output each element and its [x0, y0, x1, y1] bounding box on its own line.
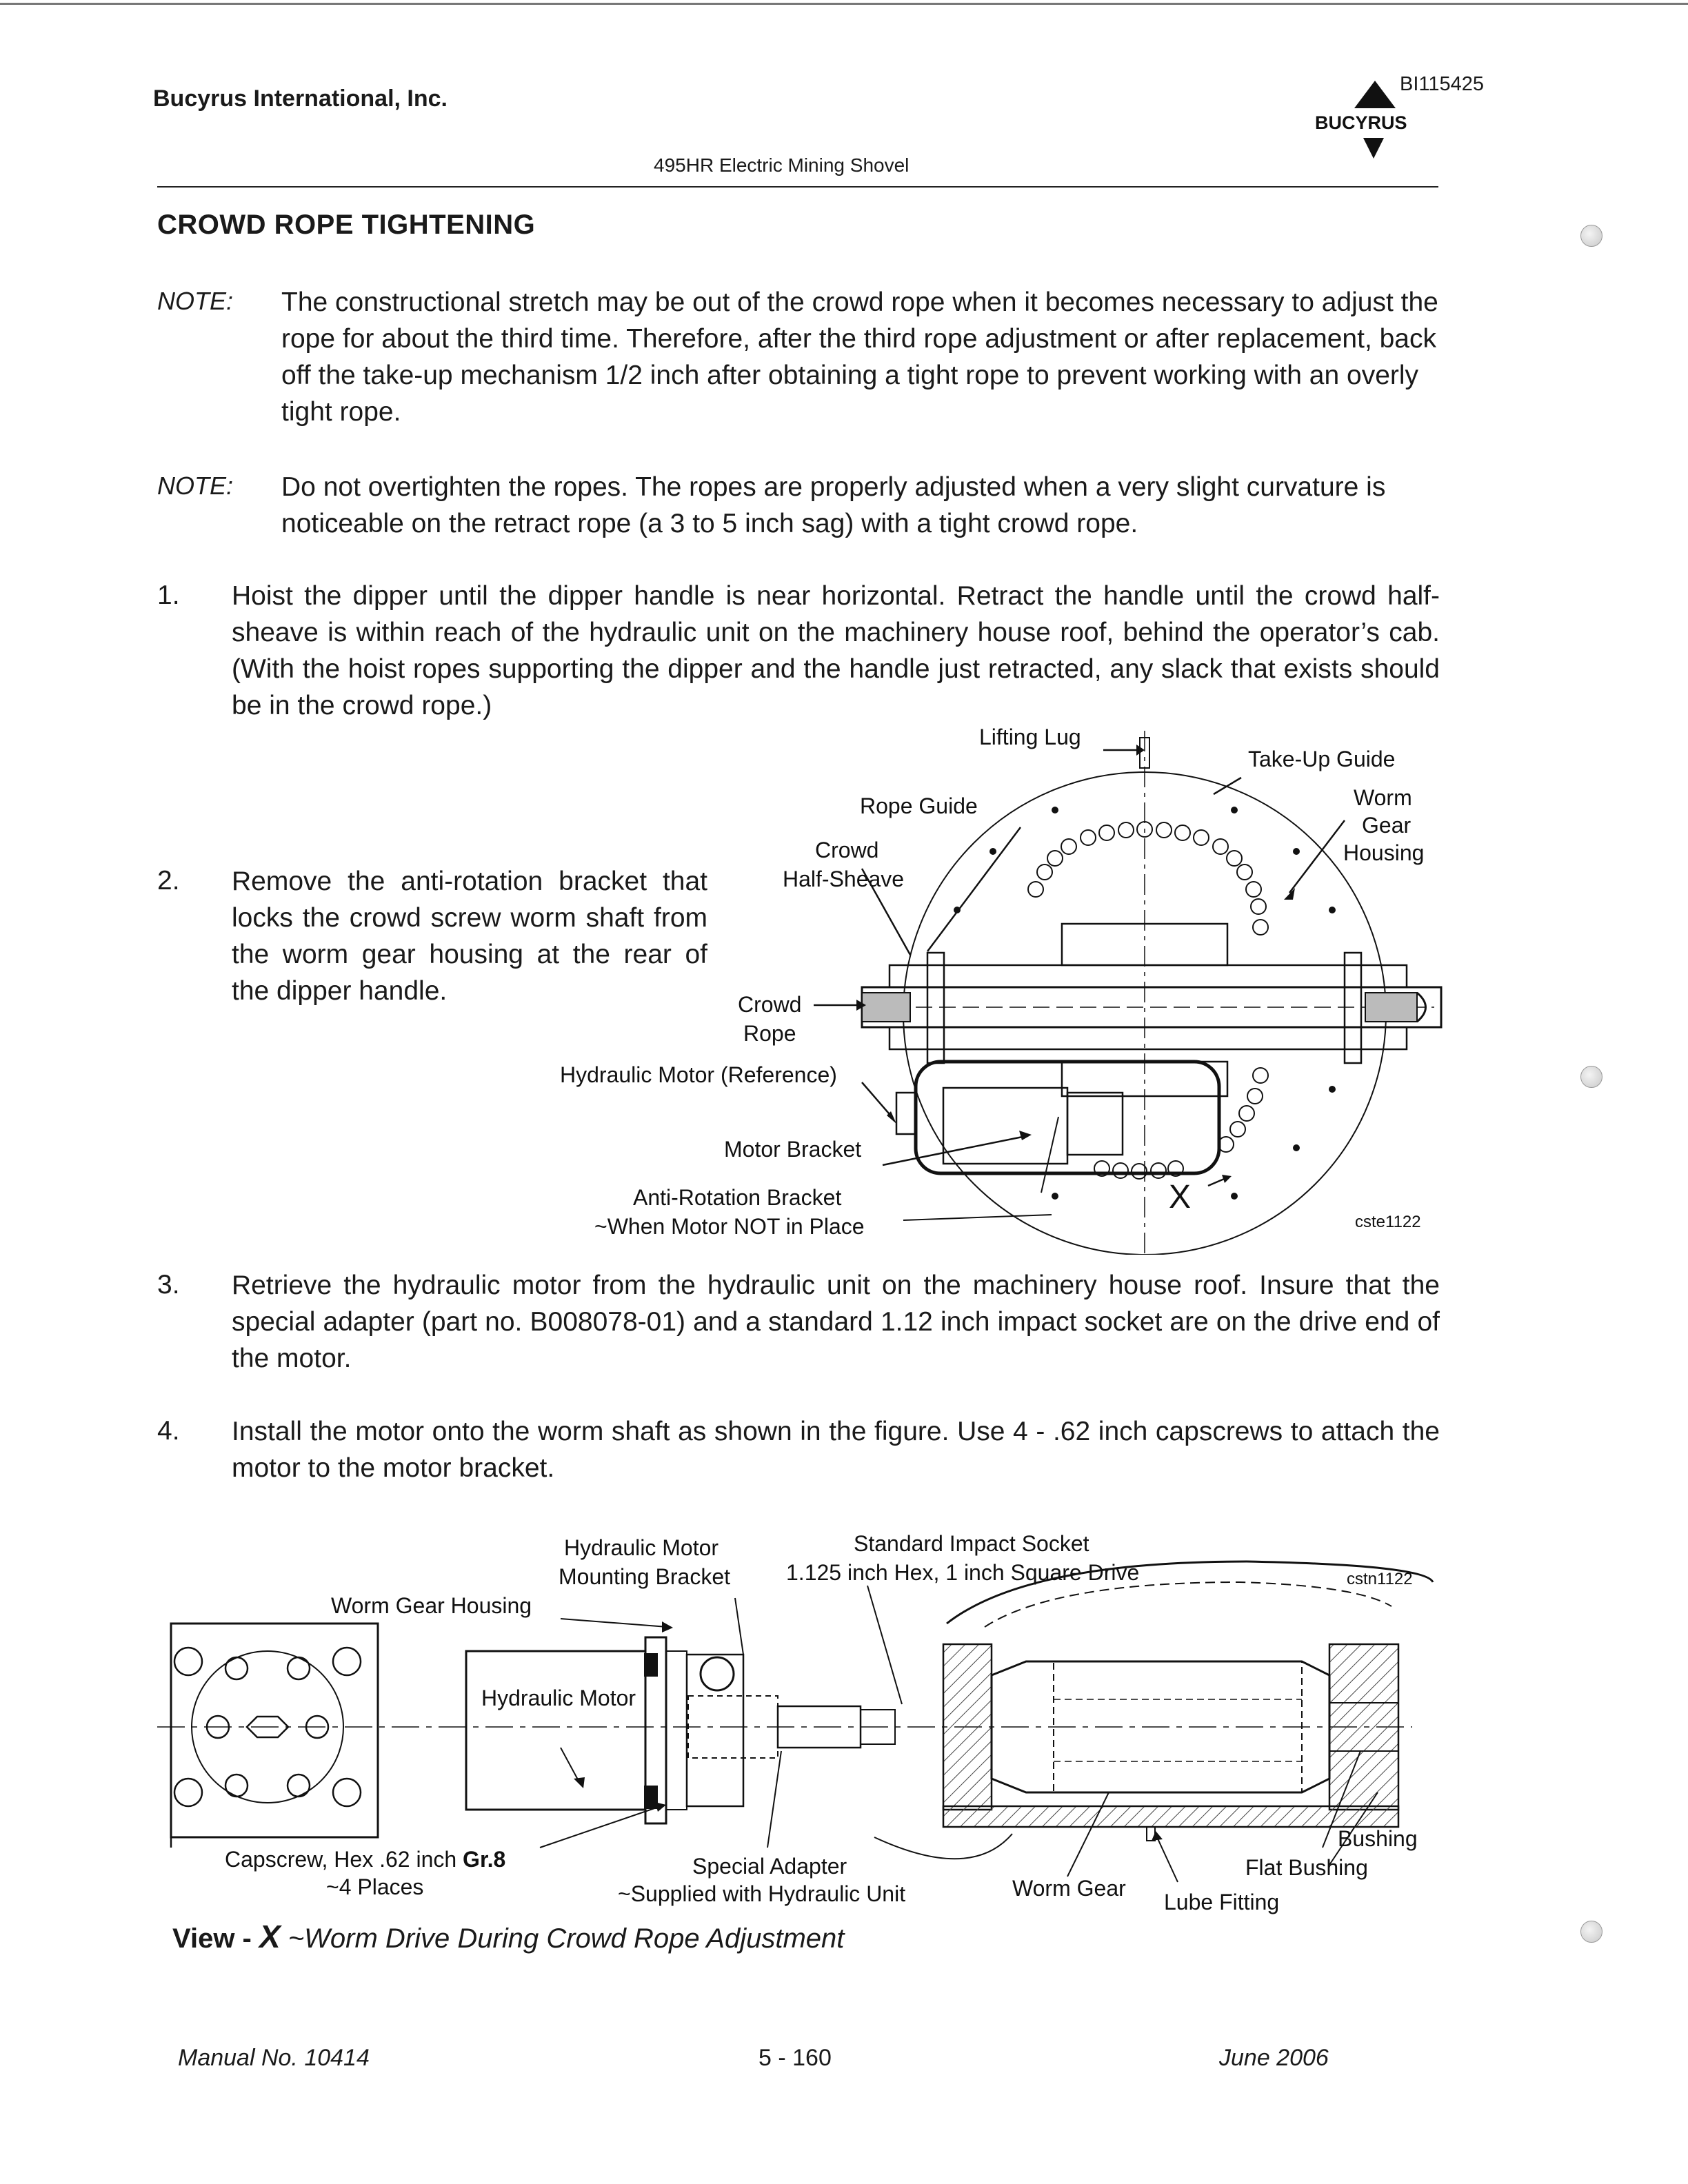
svg-text:Rope: Rope [743, 1021, 796, 1046]
leader-hydraulic-motor [561, 1748, 579, 1782]
svg-text:Flat Bushing: Flat Bushing [1245, 1855, 1368, 1880]
header-rule [157, 186, 1438, 188]
note-label: NOTE: [157, 472, 234, 500]
svg-text:Worm Gear: Worm Gear [1012, 1876, 1126, 1901]
svg-text:X: X [1169, 1179, 1192, 1215]
step-text: Retrieve the hydraulic motor from the hydraulic unit on the machinery house roof. Insure that the special adapter (part no. B008078-01) and a standard 1.12 inch impact socket are on the drive end of the motor. [232, 1271, 1440, 1373]
clamp-left [927, 953, 944, 1063]
bucyrus-logo [1312, 77, 1436, 167]
note-text: Do not overtighten the ropes. The ropes are properly adjusted when a very slight curvature is noticeable on the retract rope (a 3 to 5 inch sag) with a tight crowd rope. [281, 472, 1386, 538]
svg-text:Motor Bracket: Motor Bracket [724, 1137, 862, 1162]
svg-text:cste1122: cste1122 [1355, 1213, 1421, 1231]
leader-worm-gear [1067, 1792, 1109, 1877]
svg-text:Bushing: Bushing [1338, 1826, 1418, 1851]
scan-top-edge [0, 3, 1688, 5]
step-number: 4. [157, 1416, 180, 1446]
caption-view: View - [172, 1923, 252, 1954]
crowd-sheave-diagram [538, 717, 1462, 1255]
leader-take-up-guide [1214, 778, 1241, 794]
svg-text:Lifting Lug: Lifting Lug [979, 725, 1081, 749]
svg-text:Mounting Bracket: Mounting Bracket [559, 1564, 731, 1589]
binder-hole [1580, 1066, 1602, 1088]
hydraulic-motor [466, 1651, 645, 1810]
rope-end-right [1365, 993, 1417, 1022]
svg-text:Gear: Gear [1362, 813, 1411, 838]
svg-text:Capscrew, Hex .62 inch Gr.8: Capscrew, Hex .62 inch Gr.8 [225, 1847, 506, 1872]
svg-text:Housing: Housing [1343, 840, 1425, 865]
svg-text:Worm Gear Housing: Worm Gear Housing [331, 1593, 532, 1618]
svg-text:Rope Guide: Rope Guide [860, 793, 978, 818]
step-number: 3. [157, 1270, 180, 1300]
svg-text:BUCYRUS: BUCYRUS [1315, 112, 1407, 133]
rope-end-left [862, 993, 910, 1022]
step-text: Hoist the dipper until the dipper handle is near horizontal. Retract the handle until the crowd half-sheave is within reach of the hydraulic unit on the machinery house roof, behind the operator’s cab. (With the hoist ropes supporting the dipper and the handle just retracted, any slack that exists should be in the crowd rope.) [232, 581, 1440, 720]
caption-text: ~Worm Drive During Crowd Rope Adjustment [288, 1923, 845, 1954]
frame-lower [890, 1027, 1407, 1049]
leader-worm-gear-housing [561, 1619, 667, 1627]
leader-special-adapter [767, 1751, 781, 1848]
bolt-holes [1028, 822, 1268, 1179]
svg-text:Hydraulic Motor (Reference): Hydraulic Motor (Reference) [560, 1062, 837, 1087]
svg-text:Take-Up Guide: Take-Up Guide [1248, 747, 1396, 771]
svg-text:cstn1122: cstn1122 [1347, 1570, 1413, 1588]
binder-hole [1580, 1921, 1602, 1943]
svg-text:Hydraulic Motor: Hydraulic Motor [481, 1686, 636, 1710]
leader-lube-fitting [1157, 1837, 1178, 1882]
page-number: 5 - 160 [758, 2045, 832, 2071]
hydraulic-motor-ref [943, 1088, 1067, 1164]
leader-rope-guide [927, 827, 1021, 951]
step-text: Install the motor onto the worm shaft as shown in the figure. Use 4 - .62 inch capscrews to attach the motor to the motor bracket. [232, 1417, 1440, 1483]
caption-x: X [259, 1919, 281, 1954]
step-number: 1. [157, 580, 180, 610]
svg-text:~Supplied with Hydraulic Unit: ~Supplied with Hydraulic Unit [618, 1881, 906, 1906]
svg-text:Crowd: Crowd [738, 992, 802, 1017]
leader-mounting-bracket [735, 1598, 743, 1655]
section-title: CROWD ROPE TIGHTENING [157, 210, 536, 240]
document-subtitle: 495HR Electric Mining Shovel [654, 154, 910, 176]
svg-text:Anti-Rotation Bracket: Anti-Rotation Bracket [633, 1185, 842, 1210]
note-text: The constructional stretch may be out of the crowd rope when it becomes necessary to adjust the rope for about the third time. Therefore, after the third rope adjustment or after replacement, back off the take-up mechanism 1/2 inch after obtaining a tight rope to prevent working with an overly tight rope. [281, 287, 1438, 427]
note-label: NOTE: [157, 287, 234, 315]
publish-date: June 2006 [1219, 2045, 1329, 2071]
svg-text:~When Motor NOT in Place: ~When Motor NOT in Place [594, 1214, 865, 1239]
figure-caption [172, 1918, 844, 1955]
svg-text:1.125 inch Hex, 1 inch Square: 1.125 inch Hex, 1 inch Square Drive [786, 1560, 1140, 1585]
leader-worm-gear-housing [1289, 820, 1345, 893]
step-number: 2. [157, 866, 180, 896]
housing-base [943, 1806, 1398, 1827]
manual-number: Manual No. 10414 [178, 2045, 370, 2071]
frame-upper [890, 965, 1407, 987]
svg-text:~4 Places: ~4 Places [326, 1874, 424, 1899]
svg-text:Standard Impact Socket: Standard Impact Socket [854, 1531, 1089, 1556]
svg-text:Half-Sheave: Half-Sheave [783, 867, 905, 891]
svg-text:Special Adapter: Special Adapter [692, 1854, 847, 1879]
leader-capscrew [540, 1806, 661, 1848]
leader-impact-socket [867, 1586, 902, 1704]
svg-text:Hydraulic Motor: Hydraulic Motor [564, 1535, 719, 1560]
clamp-right [1345, 953, 1361, 1063]
svg-text:Worm: Worm [1354, 785, 1412, 810]
svg-text:Lube Fitting: Lube Fitting [1164, 1890, 1280, 1914]
worm-drive-diagram [157, 1524, 1440, 1944]
housing-end-view [171, 1624, 378, 1837]
binder-hole [1580, 225, 1602, 247]
company-name: Bucyrus International, Inc. [153, 85, 448, 112]
leader-hydraulic-motor [862, 1082, 893, 1118]
leader-anti-rotation [903, 1215, 1052, 1220]
svg-text:Crowd: Crowd [815, 838, 879, 862]
step-text: Remove the anti-rotation bracket that locks the crowd screw worm shaft from the worm gear housing at the rear of the dipper handle. [232, 867, 707, 1006]
document-id: BI115425 [1400, 73, 1485, 95]
